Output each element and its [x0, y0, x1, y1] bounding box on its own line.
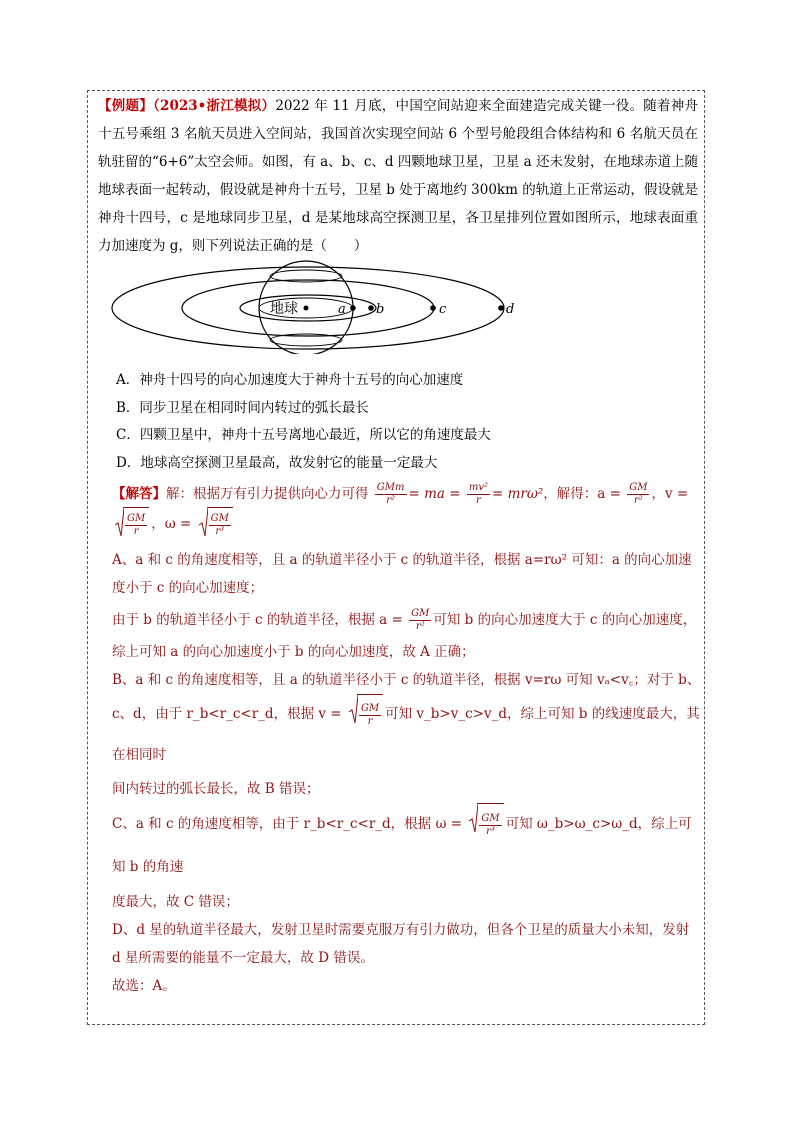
formula-mv2-r: $\frac{\text{mv²}}{r}$	[468, 482, 489, 506]
option-b: B．同步卫星在相同时间内转过的弧长最长	[116, 399, 369, 416]
orbit-diagram	[108, 258, 528, 354]
answer-b-line3: 间内转过的弧长最长，故 B 错误；	[112, 781, 320, 797]
satellite-b-dot	[368, 305, 374, 311]
answer-v-eq: ，v =	[651, 486, 689, 502]
earth-center-dot	[304, 306, 309, 311]
answer-c-line2: 度最大，故 C 错误；	[112, 894, 239, 910]
formula-sqrt-gm-r3: $\frac{GM}{\text{r³}}$	[198, 507, 233, 542]
answer-b-line2b: 可知 v_b>v_c>v_d，综上可知 b 的线速度最大，其在相同时	[112, 706, 700, 763]
satellite-a-label: a	[338, 302, 346, 317]
answer-d-line2: d 星所需要的能量不一定最大，故 D 错误。	[112, 950, 374, 966]
answer-solve: ，解得：a =	[543, 486, 621, 502]
answer-intro: 解：根据万有引力提供向心力可得	[166, 486, 369, 502]
source-tag: （2023•浙江模拟）	[153, 98, 276, 114]
formula-gm-r2: $\frac{GM}{\text{r²}}$	[629, 482, 648, 506]
formula-gm-r2-b: $\frac{GM}{\text{r²}}$	[411, 608, 430, 632]
answer-a-line3: 综上可知 a 的向心加速度小于 b 的向心加速度，故 A 正确；	[112, 644, 475, 660]
satellite-b-label: b	[376, 302, 385, 317]
answer-final: 故选：A。	[112, 978, 176, 994]
answer-w-eq: ，ω =	[151, 516, 192, 532]
option-c: C．四颗卫星中，神舟十五号离地心最近，所以它的角速度最大	[116, 427, 491, 443]
answer-section: 【解答】解：根据万有引力提供向心力可得 $\frac{\text{GMm}}{\text{r²}}$ = ma = $\frac{\text{mv²}}{r}$ = mrω²，解得：a = $\frac{GM}{\text{r²}}$ ，v = $\frac{GM}{r}$ ，ω = $\frac{GM}{\text{r³}}$ A、a 和 c 的角速度相等，且 a 的轨道半径小于 c 的轨道半径，根据 a=rω² 可知：a 的向心加速度小于 c 的向心加速度； 由于 b 的轨道半径小于 c 的轨道半径，根据 a = $\frac{GM}{\text{r²}}$ 可知 b 的向心加速度大于 c 的向心加速度， 综上可知 a 的向心加速度小于 b 的向心加速度，故 A 正确； B、a 和 c 的角速度相等，且 a 的轨道半径小于 c 的轨道半径，根据 v=rω 可知 vₐ<v꜀；对于 b、 c、d，由于 r_b<r_c<r_d，根据 v = $\frac{GM}{r}$ 可知 v_b>v_c>v_d，综上可知 b 的线速度最大，其在相同时 间内转过的弧长最长，故 B 错误； C、a 和 c 的角速度相等，由于 r_b<r_c<r_d，根据 ω = $\frac{GM}{\text{r³}}$ 可知 ω_b>ω_c>ω_d，综上可知 b 的角速 度最大，故 C 错误； D、d 星的轨道半径最大，发射卫星时需要克服万有引力做功，但各个卫星的质量大小未知，发射 d 星所需要的能量不一定最大，故 D 错误。 故选：A。	[112, 477, 702, 1000]
satellite-c-dot	[430, 305, 436, 311]
answer-a-line1: A、a 和 c 的角速度相等，且 a 的轨道半径小于 c 的轨道半径，根据 a=rω² 可知：a 的向心加速度小于 c 的向心加速度；	[112, 552, 692, 596]
satellite-d-label: d	[506, 302, 515, 317]
satellite-c-label: c	[439, 302, 447, 317]
question-text	[98, 92, 698, 260]
option-a: A．神舟十四号的向心加速度大于神舟十五号的向心加速度	[116, 372, 464, 388]
answer-label: 【解答】	[112, 486, 166, 502]
formula-sqrt-gm-r: $\frac{GM}{r}$	[114, 507, 149, 542]
answer-b-line2a: c、d，由于 r_b<r_c<r_d，根据 v =	[112, 706, 342, 722]
answer-d-line1: D、d 星的轨道半径最大，发射卫星时需要克服万有引力做功，但各个卫星的质量大小未知，发射	[112, 922, 690, 938]
answer-c-line1a: C、a 和 c 的角速度相等，由于 r_b<r_c<r_d，根据 ω =	[112, 816, 463, 832]
formula-sqrt-gm-r-b: $\frac{GM}{r}$	[348, 694, 383, 735]
answer-b-line1: B、a 和 c 的角速度相等，且 a 的轨道半径小于 c 的轨道半径，根据 v=rω 可知 vₐ<v꜀；对于 b、	[112, 672, 701, 688]
earth-label: 地球	[270, 301, 298, 317]
question-body: 2022 年 11 月底，中国空间站迎来全面建造完成关键一役。随着神舟十五号乘组 3 名航天员进入空间站，我国首次实现空间站 6 个型号舱段组合体结构和 6 名航天员在轨驻留的“6+6”太空会师。如图，有 a、b、c、d 四颗地球卫星，卫星 a 还未发射，在地球赤道上随地球表面一起转动，假设就是神舟十五号，卫星 b 处于离地约 300km 的轨道上正常运动，假设就是神舟十四号，c 是地球同步卫星，d 是某地球高空探测卫星，各卫星排列位置如图所示，地球表面重力加速度为 g，则下列说法正确的是（ ）	[98, 98, 699, 254]
satellite-a-dot	[350, 305, 356, 311]
formula-sqrt-gm-r3-c: $\frac{GM}{\text{r³}}$	[468, 803, 503, 846]
answer-a-line2b: 可知 b 的向心加速度大于 c 的向心加速度，	[433, 612, 697, 628]
options-list	[116, 367, 491, 477]
formula-gmm-r2: $\frac{\text{GMm}}{\text{r²}}$	[376, 482, 405, 506]
answer-a-line2a: 由于 b 的轨道半径小于 c 的轨道半径，根据 a =	[112, 612, 403, 628]
example-tag: 【例题】	[98, 98, 154, 114]
answer-c-line1b: 可知 ω_b>ω_c>ω_d，综上可知 b 的角速	[112, 816, 692, 875]
option-d: D．地球高空探测卫星最高，故发射它的能量一定最大	[116, 454, 438, 471]
satellite-d-dot	[498, 305, 504, 311]
